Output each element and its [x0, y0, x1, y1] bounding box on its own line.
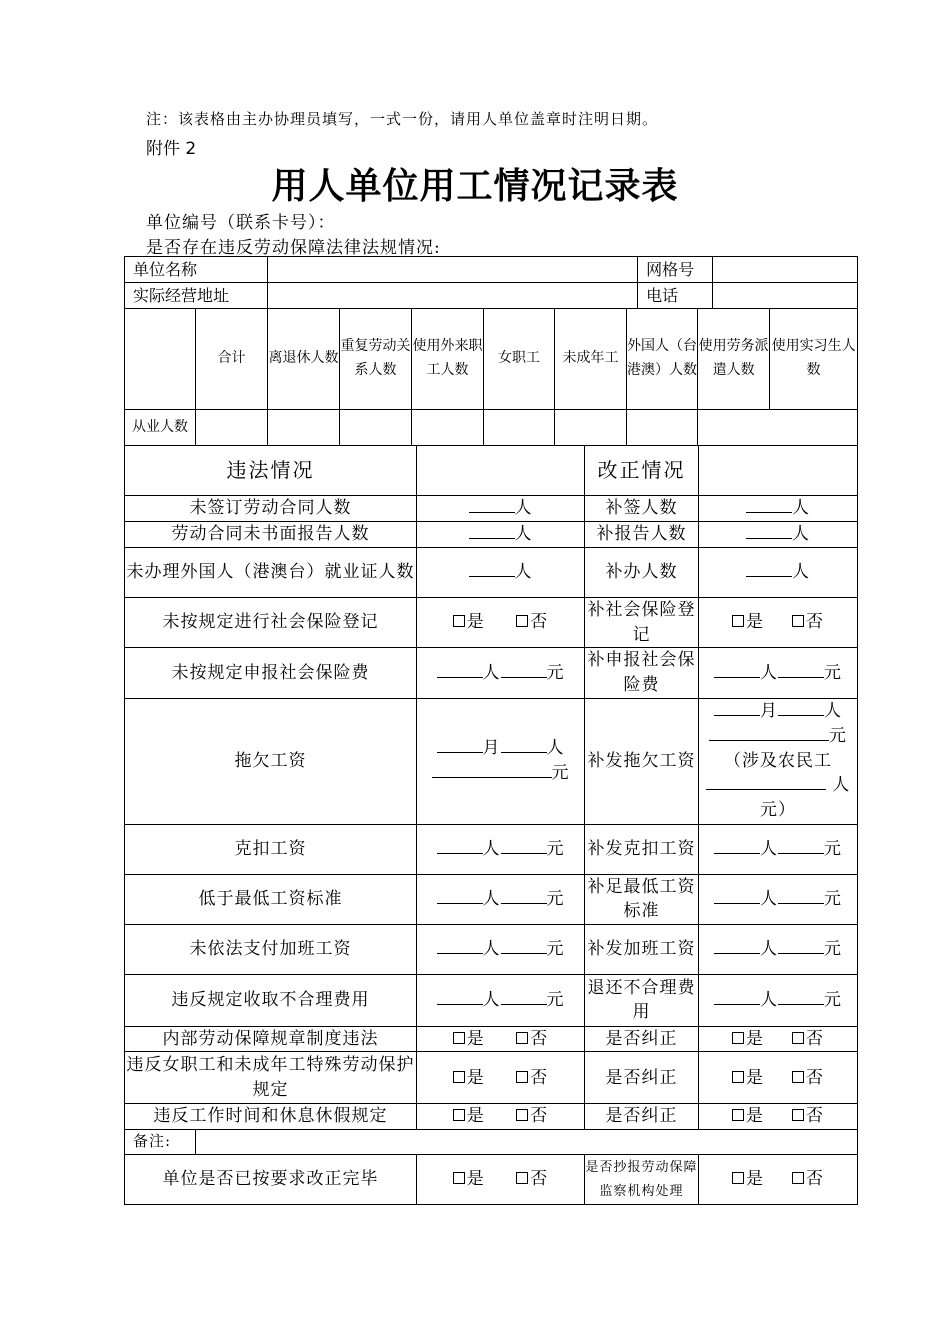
checkbox-no[interactable]: [516, 1172, 528, 1184]
yes-no-choice[interactable]: 是 否: [699, 1104, 858, 1130]
violation-question: 是否存在违反劳动保障法律法规情况:: [146, 238, 441, 258]
col-header-dispatch: 使用劳务派遣人数: [698, 309, 770, 410]
checkbox-yes[interactable]: [732, 1032, 744, 1044]
yes-no-choice[interactable]: 是 否: [417, 1104, 585, 1130]
remarks-field[interactable]: [196, 1130, 858, 1155]
col-header-retired: 离退休人数: [268, 309, 340, 410]
grid-no-field[interactable]: [713, 257, 858, 283]
correction-label: 补发拖欠工资: [585, 698, 699, 824]
count-foreign[interactable]: [627, 410, 698, 446]
correction-label: 补报告人数: [585, 522, 699, 548]
yes-no-choice[interactable]: 是 否: [699, 1026, 858, 1052]
violation-label: 未依法支付加班工资: [125, 924, 417, 974]
col-header-dual-labor: 重复劳动关系人数: [340, 309, 412, 410]
violation-label: 内部劳动保障规章制度违法: [125, 1026, 417, 1052]
violation-value[interactable]: 人: [417, 548, 585, 598]
col-header-total: 合计: [196, 309, 268, 410]
col-header-intern: 使用实习生人数: [770, 309, 858, 410]
violation-label: 低于最低工资标准: [125, 874, 417, 924]
correction-value[interactable]: 人: [699, 522, 858, 548]
violation-label: 克扣工资: [125, 824, 417, 874]
checkbox-yes[interactable]: [453, 615, 465, 627]
correction-value[interactable]: 人 元: [699, 874, 858, 924]
violation-value[interactable]: 人 元: [417, 874, 585, 924]
violation-label: 违反女职工和未成年工特殊劳动保护规定: [125, 1052, 417, 1104]
unit-info-table: [124, 256, 858, 446]
correction-value[interactable]: 人 元: [699, 648, 858, 698]
yes-no-choice[interactable]: 是 否: [417, 1155, 585, 1205]
corner-cell: [125, 309, 196, 410]
violation-value[interactable]: 人 元: [417, 824, 585, 874]
checkbox-no[interactable]: [792, 1032, 804, 1044]
correction-label: 退还不合理费用: [585, 974, 699, 1026]
yes-no-choice[interactable]: 是 否: [699, 1155, 858, 1205]
count-total[interactable]: [196, 410, 268, 446]
count-dual-labor[interactable]: [340, 410, 412, 446]
correction-label: 是否纠正: [585, 1104, 699, 1130]
checkbox-no[interactable]: [792, 1109, 804, 1121]
correction-value[interactable]: 人 元: [699, 974, 858, 1026]
report-label: 是否抄报劳动保障监察机构处理: [585, 1155, 699, 1205]
violation-label: 违反工作时间和休息休假规定: [125, 1104, 417, 1130]
correction-label: 是否纠正: [585, 1052, 699, 1104]
unit-name-label: 单位名称: [125, 257, 268, 283]
count-migrant[interactable]: [412, 410, 484, 446]
address-label: 实际经营地址: [125, 283, 268, 309]
yes-no-choice[interactable]: 是 否: [699, 598, 858, 648]
violation-value[interactable]: 月 人 元: [417, 698, 585, 824]
count-female[interactable]: [484, 410, 555, 446]
checkbox-yes[interactable]: [732, 1172, 744, 1184]
yes-no-choice[interactable]: 是 否: [417, 1026, 585, 1052]
col-header-migrant: 使用外来职工人数: [412, 309, 484, 410]
yes-no-choice[interactable]: 是 否: [417, 1052, 585, 1104]
corrections-header-blank: [699, 446, 858, 496]
checkbox-yes[interactable]: [453, 1172, 465, 1184]
count-dispatch-intern[interactable]: [698, 410, 858, 446]
correction-label: 补足最低工资标准: [585, 874, 699, 924]
correction-value[interactable]: 月 人 元 （涉及农民工 人 元）: [699, 698, 858, 824]
checkbox-no[interactable]: [792, 1071, 804, 1083]
correction-value[interactable]: 人 元: [699, 924, 858, 974]
violations-table: [124, 445, 858, 1205]
checkbox-yes[interactable]: [732, 615, 744, 627]
violation-value[interactable]: 人: [417, 522, 585, 548]
correction-value[interactable]: 人: [699, 548, 858, 598]
checkbox-yes[interactable]: [453, 1032, 465, 1044]
col-header-minor: 未成年工: [555, 309, 627, 410]
grid-no-label: 网格号: [638, 257, 713, 283]
violation-label: 劳动合同未书面报告人数: [125, 522, 417, 548]
row-label-employees: 从业人数: [125, 410, 196, 446]
count-minor[interactable]: [555, 410, 627, 446]
phone-label: 电话: [638, 283, 713, 309]
violations-header: 违法情况: [125, 446, 417, 496]
checkbox-no[interactable]: [516, 1071, 528, 1083]
checkbox-yes[interactable]: [453, 1071, 465, 1083]
correction-value[interactable]: 人 元: [699, 824, 858, 874]
checkbox-no[interactable]: [516, 1109, 528, 1121]
yes-no-choice[interactable]: 是 否: [417, 598, 585, 648]
count-retired[interactable]: [268, 410, 340, 446]
checkbox-no[interactable]: [792, 615, 804, 627]
address-field[interactable]: [268, 283, 638, 309]
checkbox-yes[interactable]: [732, 1109, 744, 1121]
violations-header-blank: [417, 446, 585, 496]
phone-field[interactable]: [713, 283, 858, 309]
migrant-workers-note: （涉及农民工: [724, 750, 832, 771]
correction-label: 补发克扣工资: [585, 824, 699, 874]
yes-no-choice[interactable]: 是 否: [699, 1052, 858, 1104]
col-header-foreign: 外国人（台港澳）人数: [627, 309, 698, 410]
form-note: 注：该表格由主办协理员填写，一式一份，请用人单位盖章时注明日期。: [146, 110, 659, 128]
correction-label: 补发加班工资: [585, 924, 699, 974]
corrections-header: 改正情况: [585, 446, 699, 496]
correction-label: 补签人数: [585, 496, 699, 522]
attachment-label: 附件 2: [146, 139, 197, 159]
checkbox-yes[interactable]: [453, 1109, 465, 1121]
unit-number-label: 单位编号（联系卡号）：: [146, 213, 336, 233]
violation-label: 未按规定申报社会保险费: [125, 648, 417, 698]
final-check-label: 单位是否已按要求改正完毕: [125, 1155, 417, 1205]
checkbox-no[interactable]: [516, 1032, 528, 1044]
page-title: 用人单位用工情况记录表: [271, 166, 679, 207]
correction-value[interactable]: 人: [699, 496, 858, 522]
violation-value[interactable]: 人 元: [417, 648, 585, 698]
unit-name-field[interactable]: [268, 257, 638, 283]
checkbox-yes[interactable]: [732, 1071, 744, 1083]
col-header-female: 女职工: [484, 309, 555, 410]
violation-label: 违反规定收取不合理费用: [125, 974, 417, 1026]
violation-label: 拖欠工资: [125, 698, 417, 824]
violation-label: 未签订劳动合同人数: [125, 496, 417, 522]
correction-label: 是否纠正: [585, 1026, 699, 1052]
checkbox-no[interactable]: [792, 1172, 804, 1184]
violation-value[interactable]: 人 元: [417, 924, 585, 974]
violation-value[interactable]: 人: [417, 496, 585, 522]
correction-label: 补办人数: [585, 548, 699, 598]
checkbox-no[interactable]: [516, 615, 528, 627]
remarks-label: 备注:: [125, 1130, 196, 1155]
violation-value[interactable]: 人 元: [417, 974, 585, 1026]
violation-label: 未办理外国人（港澳台）就业证人数: [125, 548, 417, 598]
correction-label: 补社会保险登记: [585, 598, 699, 648]
correction-label: 补申报社会保险费: [585, 648, 699, 698]
violation-label: 未按规定进行社会保险登记: [125, 598, 417, 648]
